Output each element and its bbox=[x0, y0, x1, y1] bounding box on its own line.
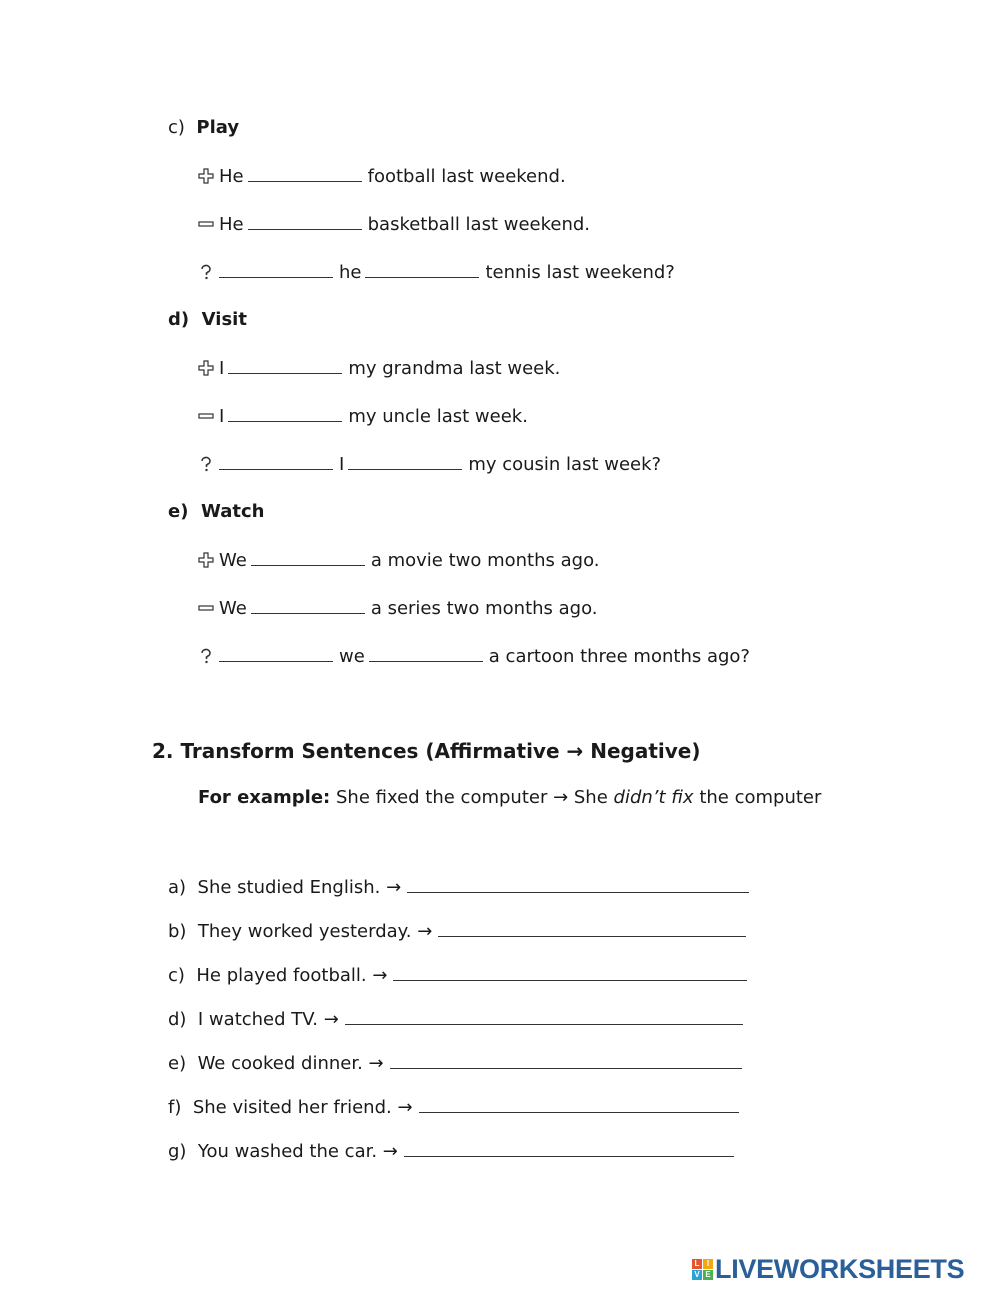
sentence-line: We a movie two months ago. bbox=[198, 549, 599, 572]
answer-blank[interactable] bbox=[219, 645, 333, 662]
answer-line[interactable] bbox=[404, 1140, 734, 1157]
sentence-line: We a series two months ago. bbox=[198, 597, 598, 620]
transform-item: e) We cooked dinner. → bbox=[168, 1052, 742, 1075]
sentence-line: I my uncle last week. bbox=[198, 405, 528, 428]
plus-icon bbox=[198, 360, 214, 376]
logo-text: LIVEWORKSHEETS bbox=[715, 1253, 965, 1284]
transform-item: d) I watched TV. → bbox=[168, 1008, 743, 1031]
answer-blank[interactable] bbox=[369, 645, 483, 662]
item-verb: Visit bbox=[201, 309, 247, 330]
sentence-line: I my grandma last week. bbox=[198, 357, 560, 380]
liveworksheets-logo[interactable] bbox=[692, 1253, 964, 1285]
sentence-line: we a cartoon three months ago? bbox=[198, 645, 750, 668]
answer-blank[interactable] bbox=[365, 261, 479, 278]
answer-blank[interactable] bbox=[251, 597, 365, 614]
plus-icon bbox=[198, 168, 214, 184]
minus-icon bbox=[198, 600, 214, 616]
answer-line[interactable] bbox=[390, 1052, 742, 1069]
live-logo-icon: L I V E bbox=[692, 1259, 713, 1280]
item-c-heading bbox=[168, 117, 239, 139]
answer-blank[interactable] bbox=[219, 453, 333, 470]
minus-icon bbox=[198, 408, 214, 424]
item-label: e) bbox=[168, 501, 189, 522]
answer-blank[interactable] bbox=[228, 405, 342, 422]
answer-blank[interactable] bbox=[248, 213, 362, 230]
transform-item: a) She studied English. → bbox=[168, 876, 749, 899]
item-verb: Watch bbox=[200, 501, 265, 522]
transform-item: c) He played football. → bbox=[168, 964, 747, 987]
item-label: d) bbox=[168, 309, 190, 330]
answer-line[interactable] bbox=[407, 876, 749, 893]
example-line: For example: She fixed the computer → She didn’t fix the computer bbox=[198, 787, 822, 808]
sentence-line: he tennis last weekend? bbox=[198, 261, 675, 284]
example-label: For example: bbox=[198, 787, 331, 808]
answer-blank[interactable] bbox=[219, 261, 333, 278]
item-label: c) bbox=[168, 117, 185, 138]
item-d-heading bbox=[168, 309, 247, 331]
answer-line[interactable] bbox=[438, 920, 746, 937]
answer-line[interactable] bbox=[419, 1096, 739, 1113]
plus-icon bbox=[198, 552, 214, 568]
item-verb: Play bbox=[196, 117, 240, 138]
answer-blank[interactable] bbox=[348, 453, 462, 470]
answer-blank[interactable] bbox=[248, 165, 362, 182]
item-e-heading bbox=[168, 501, 264, 523]
sentence-line: He basketball last weekend. bbox=[198, 213, 590, 236]
question-icon bbox=[198, 648, 214, 664]
sentence-line: I my cousin last week? bbox=[198, 453, 661, 476]
transform-item: g) You washed the car. → bbox=[168, 1140, 734, 1163]
question-icon bbox=[198, 264, 214, 280]
question-icon bbox=[198, 456, 214, 472]
sentence-line: He football last weekend. bbox=[198, 165, 566, 188]
transform-item: b) They worked yesterday. → bbox=[168, 920, 746, 943]
answer-line[interactable] bbox=[393, 964, 747, 981]
answer-blank[interactable] bbox=[251, 549, 365, 566]
answer-blank[interactable] bbox=[228, 357, 342, 374]
minus-icon bbox=[198, 216, 214, 232]
transform-item: f) She visited her friend. → bbox=[168, 1096, 739, 1119]
answer-line[interactable] bbox=[345, 1008, 743, 1025]
section-title: 2. Transform Sentences (Affirmative → Negative) bbox=[152, 739, 701, 763]
